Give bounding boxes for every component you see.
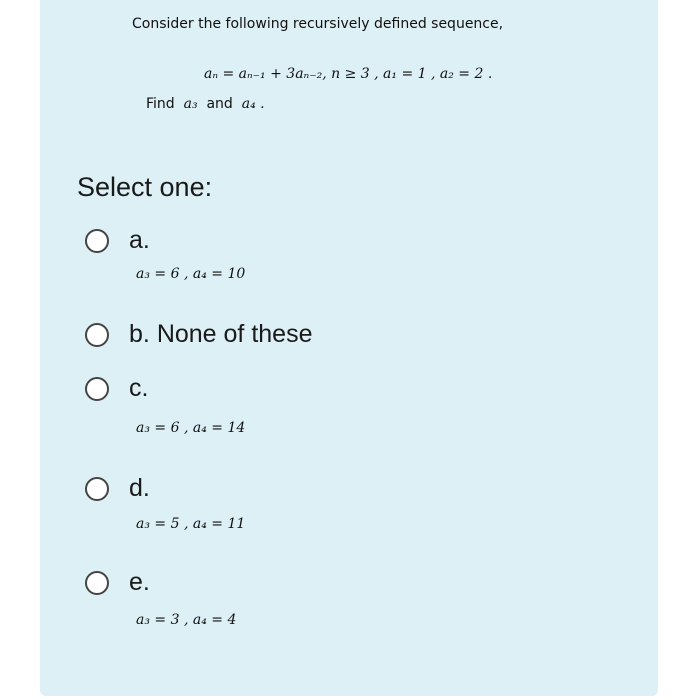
option-a-letter: a. — [129, 226, 150, 254]
option-c[interactable] — [85, 374, 148, 403]
option-b-letter: b. — [129, 320, 150, 348]
option-b[interactable] — [85, 320, 312, 349]
question-intro: Consider the following recursively defined sequence, — [132, 16, 504, 32]
option-e[interactable] — [85, 568, 150, 597]
radio-c[interactable] — [85, 377, 109, 401]
recurrence-formula: aₙ = aₙ₋₁ + 3aₙ₋₂, n ≥ 3 , a₁ = 1 , a₂ = 2 . — [204, 66, 493, 82]
option-b-text: None of these — [156, 320, 313, 348]
find-a4: a₄ . — [241, 96, 265, 112]
radio-d[interactable] — [85, 477, 109, 501]
option-b-label — [129, 320, 312, 349]
option-a[interactable] — [85, 226, 150, 255]
option-c-letter: c. — [129, 374, 149, 402]
radio-a[interactable] — [85, 229, 109, 253]
select-one-label: Select one: — [77, 172, 213, 202]
find-and: and — [206, 96, 233, 112]
option-e-answer: a₃ = 3 , a₄ = 4 — [136, 612, 237, 628]
find-word: Find — [146, 96, 175, 112]
option-d-letter: d. — [129, 474, 150, 502]
option-c-answer: a₃ = 6 , a₄ = 14 — [136, 420, 246, 436]
find-a3: a₃ — [183, 96, 198, 112]
radio-b[interactable] — [85, 323, 109, 347]
option-e-letter: e. — [129, 568, 150, 596]
find-instruction — [146, 96, 265, 112]
option-a-answer: a₃ = 6 , a₄ = 10 — [136, 266, 246, 282]
radio-e[interactable] — [85, 571, 109, 595]
option-d[interactable] — [85, 474, 150, 503]
option-d-answer: a₃ = 5 , a₄ = 11 — [136, 516, 246, 532]
